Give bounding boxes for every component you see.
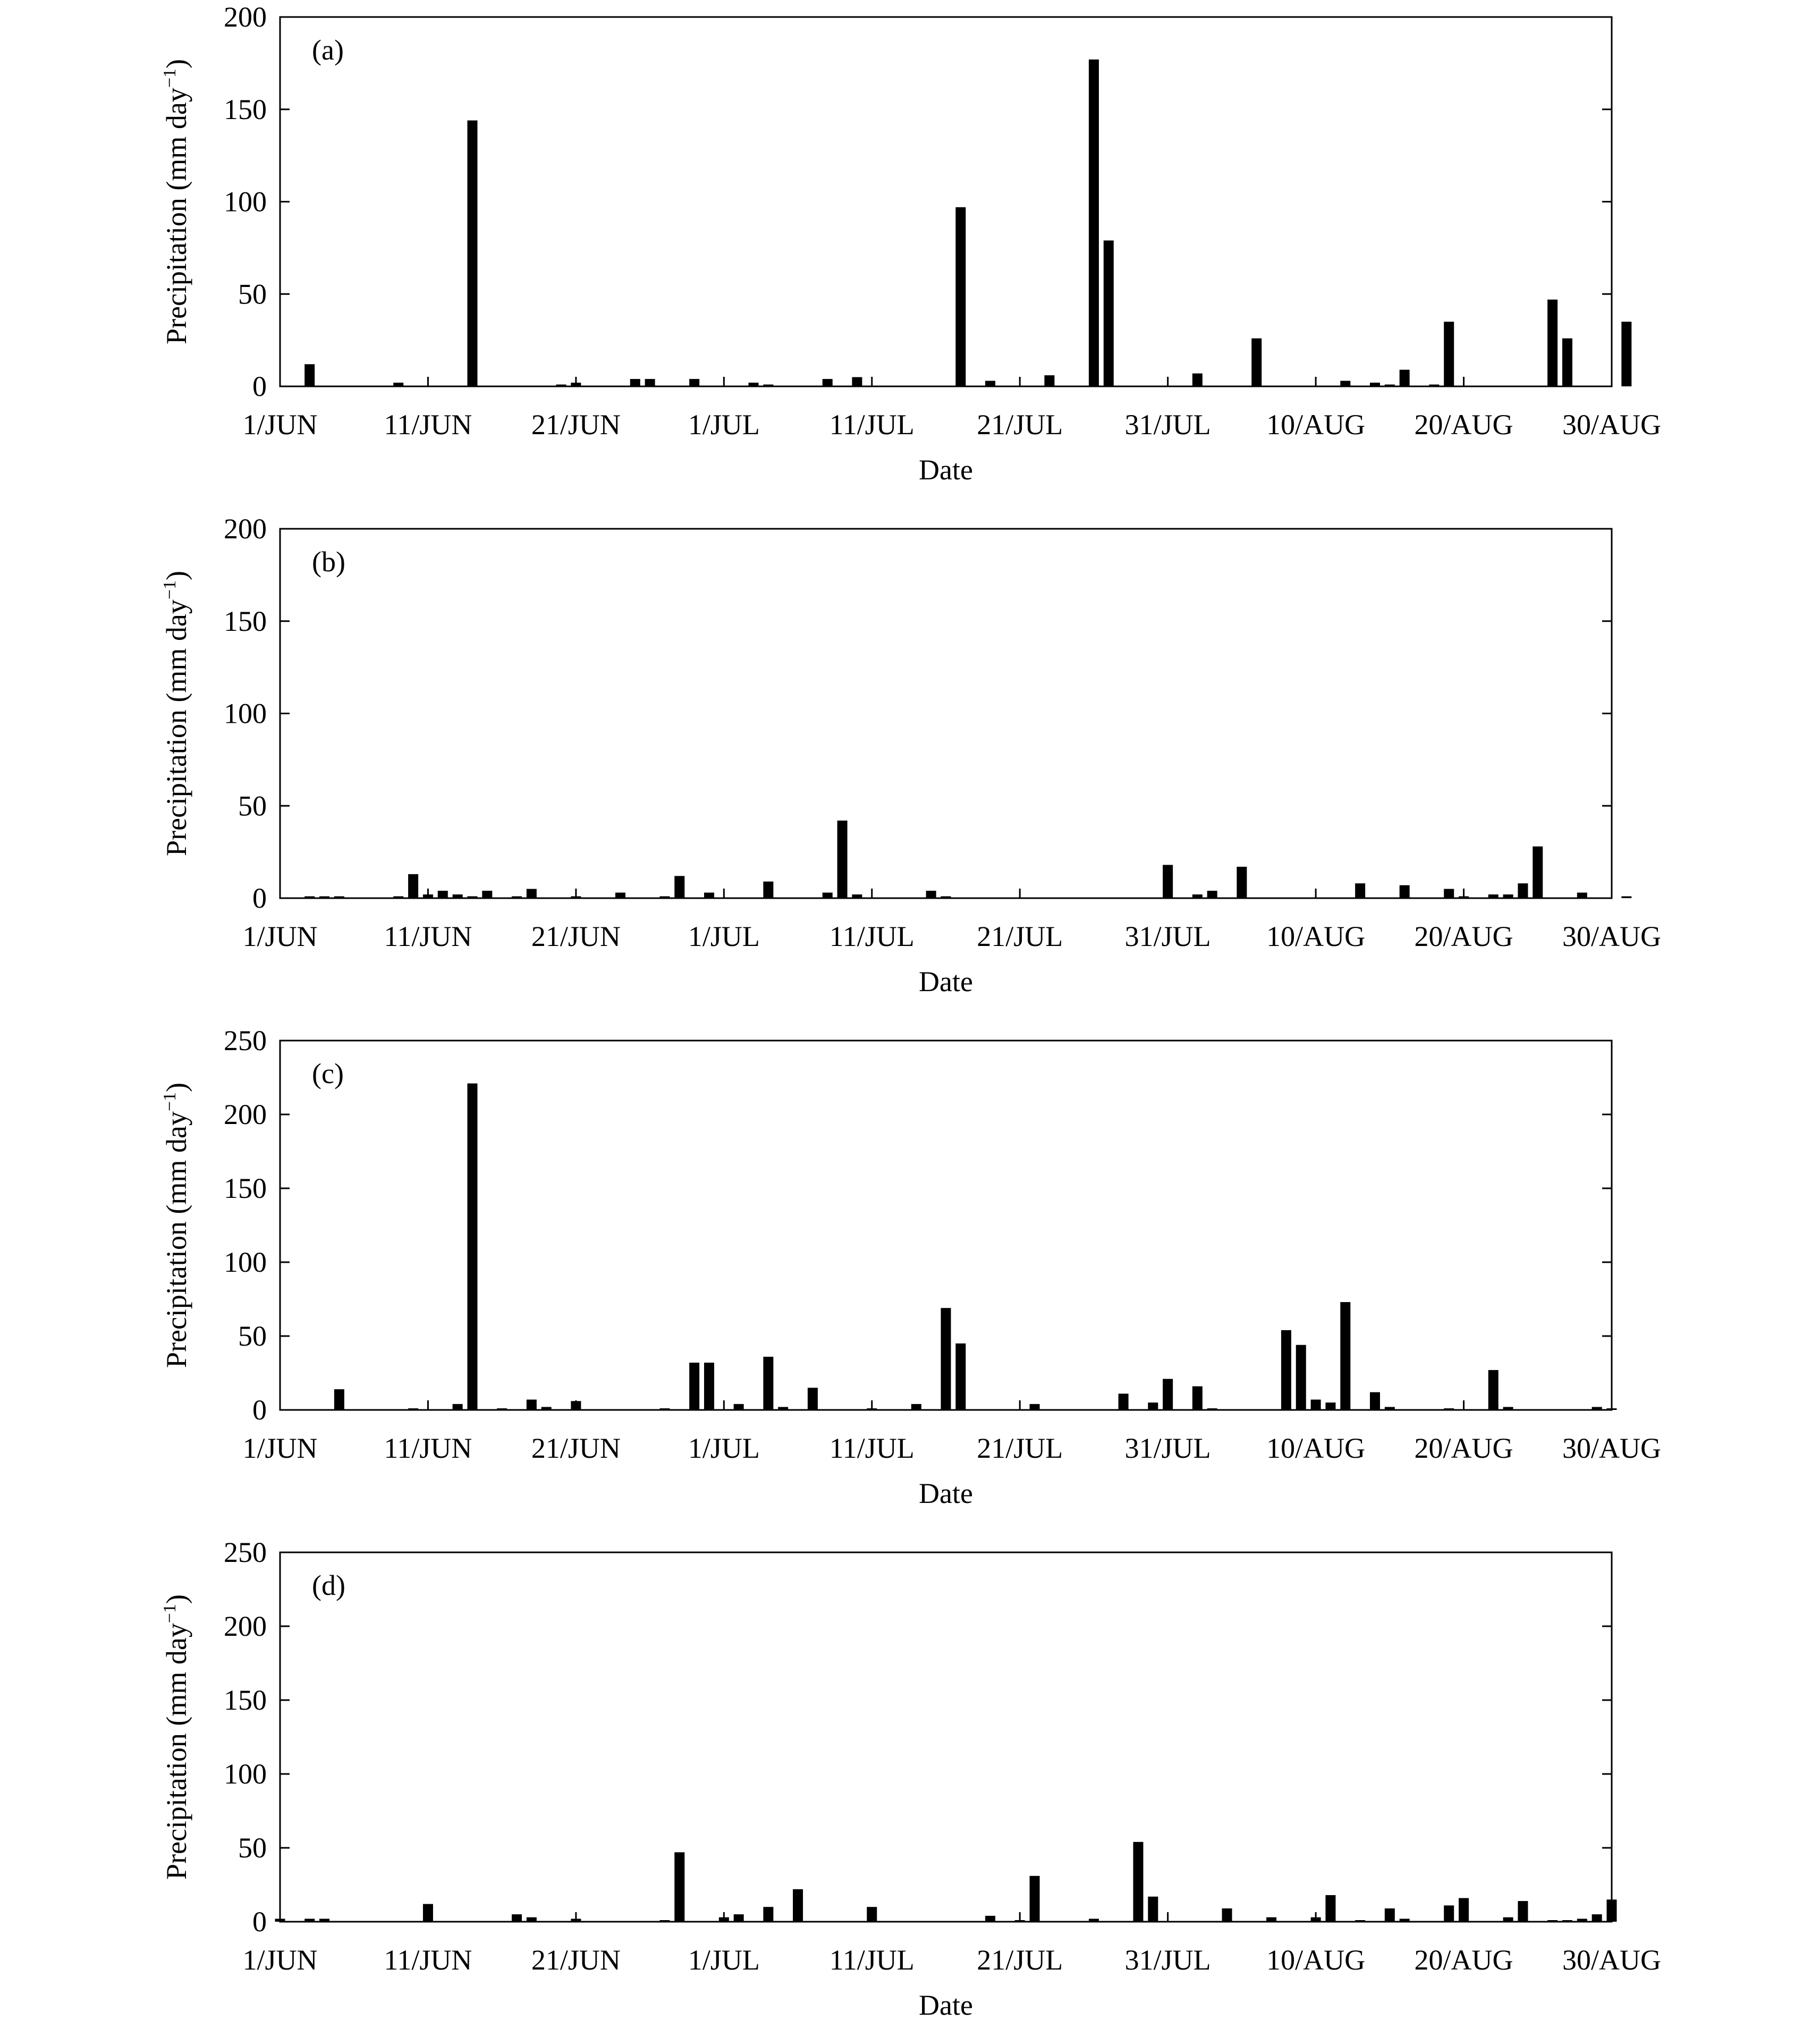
y-tick-label: 100 [224, 185, 267, 218]
y-tick-label: 0 [252, 1394, 267, 1426]
x-tick-label: 30/AUG [1562, 1944, 1661, 1976]
x-tick-label: 11/JUN [384, 1432, 472, 1464]
x-tick-label: 11/JUL [829, 409, 915, 441]
bar [408, 874, 418, 898]
y-axis-title: Precipitation (mm day$^{-1}$) [160, 1082, 192, 1368]
bar [926, 891, 936, 898]
y-tick-label: 100 [224, 697, 267, 730]
bar [304, 364, 315, 386]
bar [1340, 381, 1350, 386]
x-tick-label: 10/AUG [1266, 409, 1366, 441]
y-tick-label: 200 [224, 513, 267, 545]
bar [1400, 885, 1410, 898]
bar [512, 1914, 522, 1922]
x-tick-label: 21/JUN [531, 1944, 621, 1976]
bar [1325, 1402, 1335, 1410]
y-tick-label: 0 [252, 370, 267, 402]
bar [674, 1852, 684, 1922]
panel-label: (d) [312, 1569, 345, 1601]
x-tick-label: 1/JUL [688, 1944, 760, 1976]
bar [1044, 375, 1054, 386]
x-tick-label: 31/JUL [1124, 409, 1211, 441]
bar [837, 821, 848, 898]
x-tick-label: 20/AUG [1414, 409, 1513, 441]
bar [955, 1343, 966, 1410]
bar [1488, 1370, 1499, 1410]
bar [1251, 339, 1262, 386]
panel-b [160, 513, 1661, 998]
x-tick-label: 21/JUN [531, 920, 621, 952]
bar [704, 893, 714, 898]
bar [674, 876, 684, 898]
x-tick-label: 11/JUN [384, 1944, 472, 1976]
y-tick-label: 200 [224, 1098, 267, 1130]
bar [1592, 1914, 1602, 1922]
y-tick-label: 250 [224, 1536, 267, 1568]
x-axis-title: Date [919, 1989, 973, 2021]
x-tick-label: 30/AUG [1562, 1432, 1661, 1464]
y-tick-label: 150 [224, 1684, 267, 1716]
bar [1444, 889, 1454, 898]
x-tick-label: 1/JUN [242, 1944, 318, 1976]
bar [1222, 1908, 1232, 1922]
x-tick-label: 31/JUL [1124, 920, 1211, 952]
bar [467, 121, 477, 386]
bar [1444, 322, 1454, 386]
x-tick-label: 10/AUG [1266, 920, 1366, 952]
x-tick-label: 1/JUL [688, 1432, 760, 1464]
x-tick-label: 11/JUN [384, 409, 472, 441]
bar [630, 379, 640, 386]
x-tick-label: 30/AUG [1562, 409, 1661, 441]
x-tick-label: 1/JUL [688, 409, 760, 441]
bar [985, 1916, 995, 1922]
y-tick-label: 150 [224, 1172, 267, 1204]
bar [527, 889, 537, 898]
bar [1148, 1402, 1158, 1410]
bar [1030, 1404, 1040, 1410]
bar [1533, 847, 1543, 898]
bar [645, 379, 655, 386]
panel-d [160, 1536, 1661, 2021]
panel-c [160, 1025, 1661, 1509]
bar [1518, 1901, 1528, 1922]
plot-frame [280, 1552, 1612, 1922]
x-axis-title: Date [919, 454, 973, 486]
bar [911, 1404, 921, 1410]
bar [1296, 1345, 1306, 1410]
x-tick-label: 20/AUG [1414, 1432, 1513, 1464]
bar [823, 893, 833, 898]
bar [1355, 883, 1365, 898]
x-tick-label: 11/JUL [829, 1944, 915, 1976]
bar [1400, 370, 1410, 386]
bar [1281, 1330, 1291, 1410]
bar [1148, 1897, 1158, 1922]
bar [763, 1357, 773, 1410]
x-tick-label: 21/JUL [977, 409, 1063, 441]
x-tick-label: 21/JUL [977, 920, 1063, 952]
bar [734, 1914, 744, 1922]
panel-label: (a) [312, 34, 344, 66]
x-tick-label: 11/JUN [384, 920, 472, 952]
y-tick-label: 100 [224, 1758, 267, 1790]
y-tick-label: 150 [224, 93, 267, 125]
bar [808, 1388, 818, 1410]
bar [1621, 897, 1631, 898]
bar [453, 1404, 463, 1410]
bar [1340, 1302, 1350, 1410]
y-axis-title: Precipitation (mm day$^{-1}$) [160, 1594, 192, 1880]
bar [1104, 240, 1114, 386]
bar [1547, 300, 1557, 386]
x-tick-label: 11/JUL [829, 920, 915, 952]
x-tick-label: 10/AUG [1266, 1944, 1366, 1976]
bar [823, 379, 833, 386]
plot-frame [280, 17, 1612, 386]
y-tick-label: 50 [238, 790, 267, 822]
y-tick-label: 50 [238, 1320, 267, 1352]
y-tick-label: 0 [252, 1906, 267, 1938]
bar [467, 1084, 477, 1410]
y-axis-title: Precipitation (mm day$^{-1}$) [160, 570, 192, 857]
x-tick-label: 21/JUL [977, 1944, 1063, 1976]
x-tick-label: 20/AUG [1414, 920, 1513, 952]
y-tick-label: 200 [224, 1610, 267, 1642]
bar [734, 1404, 744, 1410]
bar [1325, 1895, 1335, 1922]
x-axis-title: Date [919, 966, 973, 998]
x-tick-label: 1/JUN [242, 920, 318, 952]
bar [793, 1889, 803, 1922]
bar [941, 1308, 951, 1410]
panel-label: (b) [312, 546, 345, 578]
bar [1621, 322, 1631, 386]
bar [438, 891, 448, 898]
x-tick-label: 21/JUN [531, 409, 621, 441]
y-tick-label: 0 [252, 882, 267, 914]
bar [1577, 893, 1587, 898]
y-tick-label: 250 [224, 1025, 267, 1057]
bar [985, 381, 995, 386]
plot-frame [280, 529, 1612, 898]
x-tick-label: 10/AUG [1266, 1432, 1366, 1464]
bar [1237, 867, 1247, 898]
y-tick-label: 50 [238, 1832, 267, 1864]
bar [1192, 374, 1203, 386]
bar [955, 207, 966, 386]
x-tick-label: 1/JUL [688, 920, 760, 952]
bar [763, 882, 773, 898]
bar [1370, 1392, 1380, 1410]
y-tick-label: 50 [238, 278, 267, 310]
panel-a [160, 1, 1661, 486]
x-axis-title: Date [919, 1477, 973, 1509]
x-tick-label: 20/AUG [1414, 1944, 1513, 1976]
x-tick-label: 21/JUN [531, 1432, 621, 1464]
bar [1030, 1876, 1040, 1922]
x-tick-label: 1/JUN [242, 409, 318, 441]
bar [1518, 883, 1528, 898]
y-tick-label: 200 [224, 1, 267, 33]
bar [1133, 1842, 1143, 1922]
x-tick-label: 31/JUL [1124, 1432, 1211, 1464]
bar [689, 1363, 699, 1410]
bar [615, 893, 625, 898]
bar [852, 377, 862, 386]
bar [527, 1400, 537, 1410]
y-tick-label: 150 [224, 605, 267, 637]
bar [1089, 60, 1099, 386]
x-tick-label: 21/JUL [977, 1432, 1063, 1464]
y-axis-title: Precipitation (mm day$^{-1}$) [160, 58, 192, 345]
bar [334, 1389, 344, 1410]
bar [1385, 1908, 1395, 1922]
bar [763, 1907, 773, 1922]
bar [1207, 891, 1217, 898]
x-tick-label: 11/JUL [829, 1432, 915, 1464]
x-tick-label: 31/JUL [1124, 1944, 1211, 1976]
bar [689, 379, 699, 386]
bar [482, 891, 492, 898]
x-tick-label: 30/AUG [1562, 920, 1661, 952]
y-tick-label: 100 [224, 1246, 267, 1278]
bar [1562, 339, 1572, 386]
bar [1192, 1387, 1203, 1410]
panel-label: (c) [312, 1058, 344, 1089]
bar [1119, 1393, 1129, 1410]
bar [704, 1363, 714, 1410]
bar [1444, 1905, 1454, 1922]
x-tick-label: 1/JUN [242, 1432, 318, 1464]
